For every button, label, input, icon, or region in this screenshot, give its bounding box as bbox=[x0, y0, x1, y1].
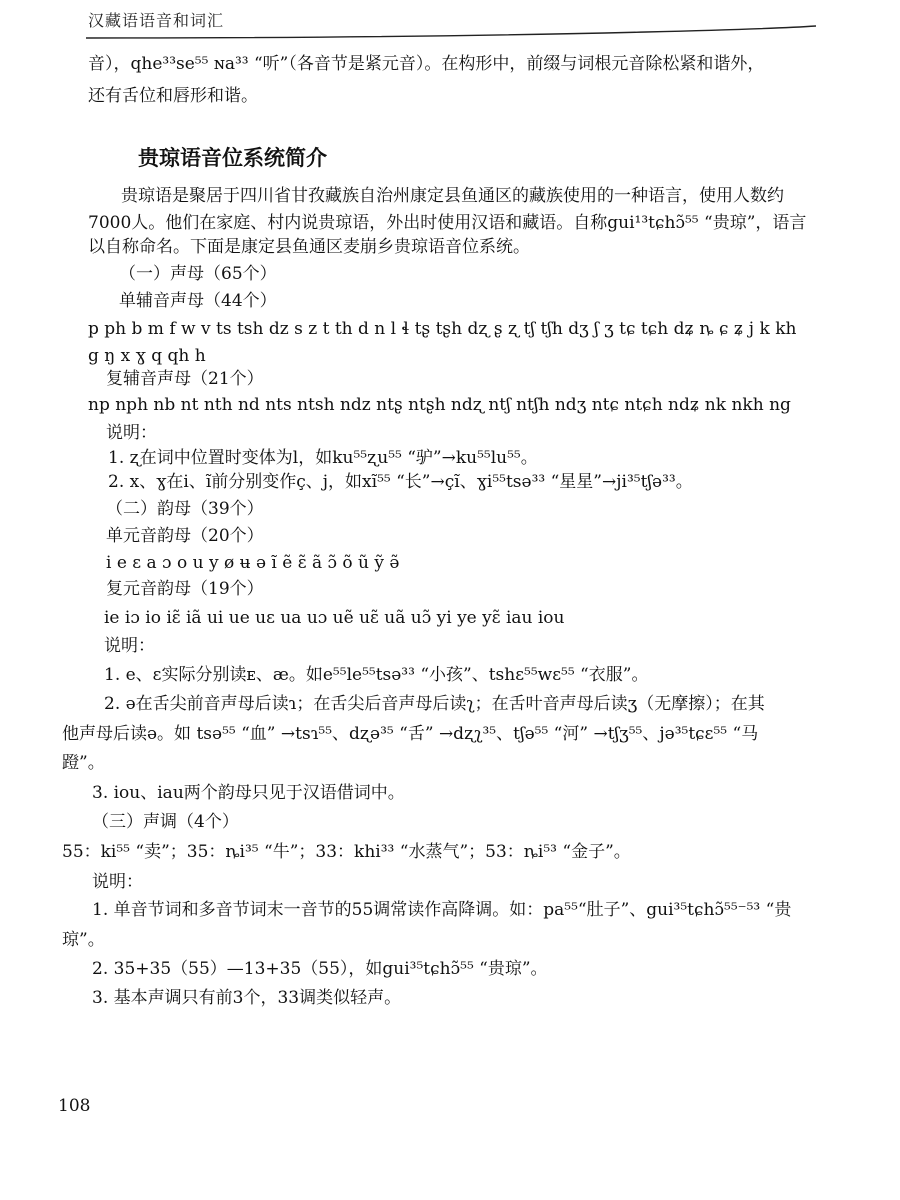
subsection-heading: 单辅音声母（44个） bbox=[119, 291, 277, 311]
phoneme-list: ie iɔ io iɛ̃ iã ui ue uɛ ua uɔ uẽ uɛ̃ uã uɔ̃ yi ye yɛ̃ iau iou bbox=[104, 608, 565, 628]
text-line: 以自称命名。下面是康定县鱼通区麦崩乡贵琼语音位系统。 bbox=[88, 237, 530, 257]
note-item: 他声母后读ə。如 tsə⁵⁵ “血” →tsɿ⁵⁵、dʐə³⁵ “舌” →dʐʅ³⁵、tʃə⁵⁵ “河” →tʃʒ⁵⁵、jə³⁵tɕɛ⁵⁵ “马 bbox=[62, 724, 759, 744]
note-item: 3. 基本声调只有前3个，33调类似轻声。 bbox=[92, 988, 402, 1008]
note-item: 琼”。 bbox=[62, 930, 105, 950]
text-line: 贵琼语是聚居于四川省甘孜藏族自治州康定县鱼通区的藏族使用的一种语言，使用人数约 bbox=[121, 186, 784, 206]
subsection-heading: 复辅音声母（21个） bbox=[106, 369, 264, 389]
running-head: 汉藏语语音和词汇 bbox=[88, 11, 225, 30]
subsection-heading: （三）声调（4个） bbox=[92, 812, 239, 832]
note-label: 说明： bbox=[104, 636, 155, 656]
tone-list: 55：ki⁵⁵ “卖”；35：ȵi³⁵ “牛”；33：khi³³ “水蒸气”；53：ȵi⁵³ “金子”。 bbox=[62, 842, 631, 862]
text-line: 7000人。他们在家庭、村内说贵琼语，外出时使用汉语和藏语。自称gui¹³tɕhɔ̃⁵⁵ “贵琼”，语言 bbox=[88, 213, 807, 233]
phoneme-list: g ŋ x ɣ q qh h bbox=[88, 346, 206, 366]
header-rule bbox=[86, 22, 816, 44]
note-item: 1. e、ɛ实际分别读ᴇ、æ。如e⁵⁵le⁵⁵tsə³³ “小孩”、tshɛ⁵⁵wɛ⁵⁵ “衣服”。 bbox=[104, 665, 649, 685]
text-line: 音），qhe³³se⁵⁵ ɴa³³ “听”（各音节是紧元音）。在构形中，前缀与词根元音除松紧和谐外， bbox=[88, 54, 765, 74]
note-label: 说明： bbox=[92, 872, 143, 892]
note-item: 蹬”。 bbox=[62, 753, 105, 773]
section-title: 贵琼语音位系统简介 bbox=[138, 146, 327, 170]
subsection-heading: 复元音韵母（19个） bbox=[106, 579, 264, 599]
note-item: 1. 单音节词和多音节词末一音节的55调常读作高降调。如：pa⁵⁵“肚子”、gui³⁵tɕhɔ̃⁵⁵⁻⁵³ “贵 bbox=[92, 900, 792, 920]
note-item: 3. iou、iau两个韵母只见于汉语借词中。 bbox=[92, 783, 405, 803]
subsection-heading: 单元音韵母（20个） bbox=[106, 526, 264, 546]
phoneme-list: i e ɛ a ɔ o u y ø ʉ ə ĩ ẽ ɛ̃ ã ɔ̃ õ ũ ỹ ə̃ bbox=[106, 553, 400, 573]
phoneme-list: np nph nb nt nth nd nts ntsh ndz ntʂ ntʂh ndʐ ntʃ ntʃh ndʒ ntɕ ntɕh ndʑ nk nkh ng bbox=[88, 395, 791, 415]
note-item: 2. ə在舌尖前音声母后读ɿ；在舌尖后音声母后读ʅ；在舌叶音声母后读ʒ（无摩擦）；在其 bbox=[104, 694, 765, 714]
note-item: 1. ʐ在词中位置时变体为l，如ku⁵⁵ʐu⁵⁵ “驴”→ku⁵⁵lu⁵⁵。 bbox=[108, 448, 538, 468]
phoneme-list: p ph b m f w v ts tsh dz s z t th d n l ɬ tʂ tʂh dʐ ʂ ʐ tʃ tʃh dʒ ʃ ʒ tɕ tɕh dʑ ȵ ɕ ʑ j k kh bbox=[88, 319, 797, 339]
subsection-heading: （一）声母（65个） bbox=[119, 264, 277, 284]
note-item: 2. x、ɣ在i、ĩ前分别变作ç、j，如xĩ⁵⁵ “长”→çĩ、ɣi⁵⁵tsə³³ “星星”→ji³⁵tʃə³³。 bbox=[108, 472, 693, 492]
subsection-heading: （二）韵母（39个） bbox=[106, 499, 264, 519]
page-number: 108 bbox=[58, 1096, 91, 1116]
text-line: 还有舌位和唇形和谐。 bbox=[88, 86, 258, 106]
note-item: 2. 35+35（55）—13+35（55），如gui³⁵tɕhɔ̃⁵⁵ “贵琼”。 bbox=[92, 959, 548, 979]
note-label: 说明： bbox=[106, 423, 157, 443]
